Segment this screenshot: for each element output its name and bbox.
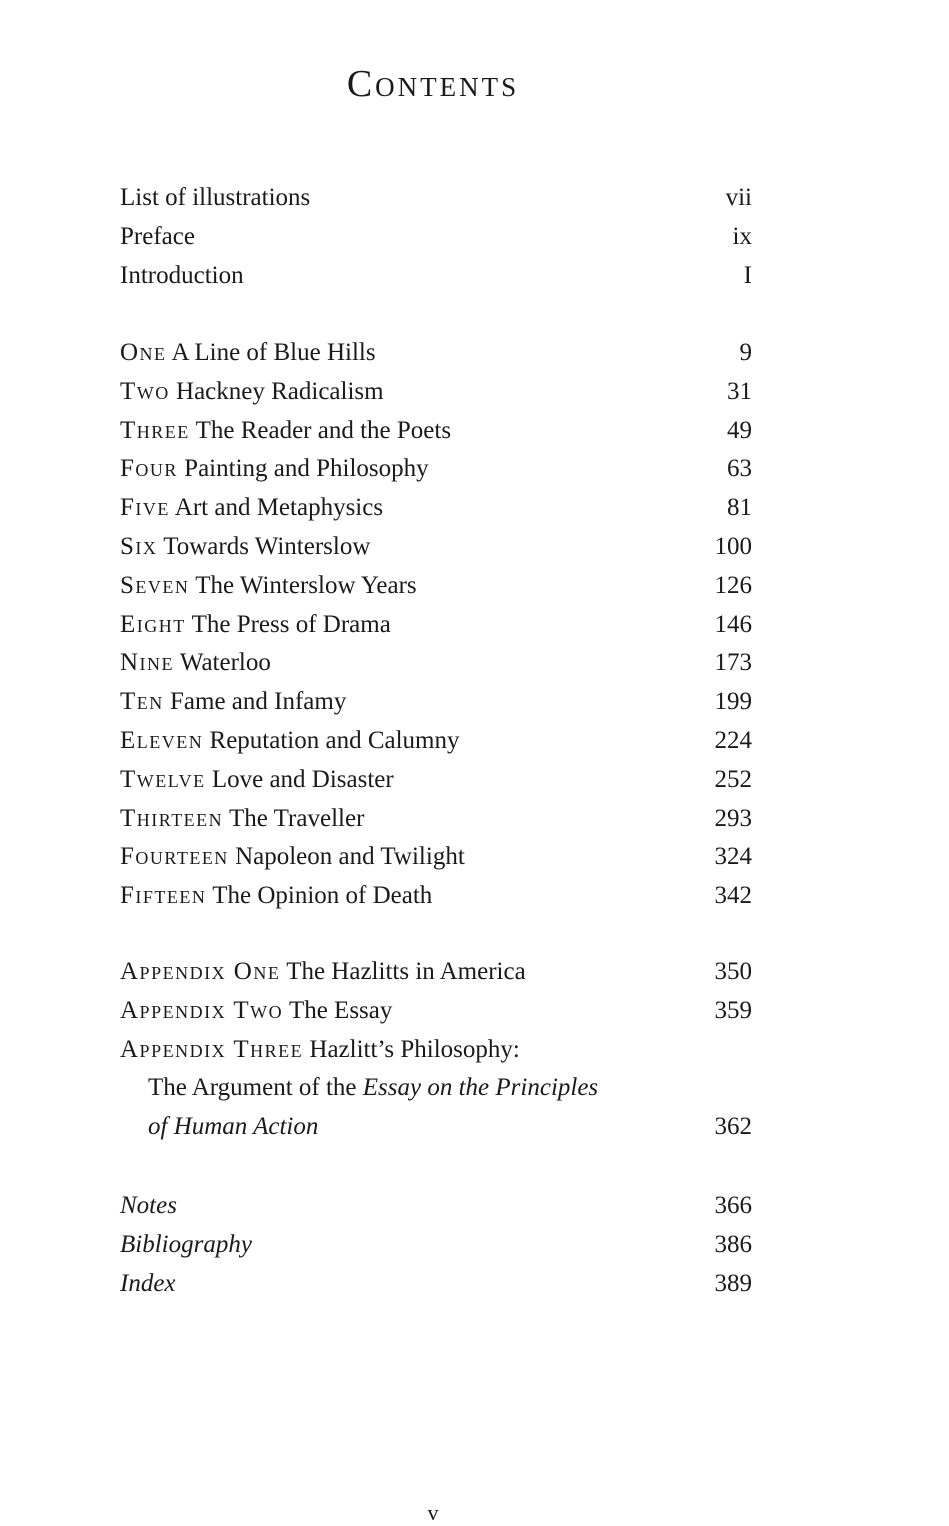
toc-entry-label: Preface (120, 222, 195, 250)
toc-entry-chapter-10[interactable] (120, 688, 752, 727)
toc-entry-page: 350 (714, 958, 752, 985)
toc-entry-page: 342 (714, 882, 752, 910)
toc-entry-page: 293 (714, 804, 752, 832)
toc-entry-chapter-8[interactable] (120, 611, 752, 650)
toc-entry-page: 386 (714, 1230, 752, 1258)
toc-entry-page: 9 (739, 339, 752, 366)
appendix-number: Appendix Three (120, 1035, 304, 1063)
toc-entry-chapter-13[interactable] (120, 805, 752, 844)
toc-entry-title-group (120, 533, 370, 561)
chapter-number: Twelve (120, 765, 206, 793)
back-matter-list (120, 1192, 752, 1308)
chapter-title: The Press of Drama (191, 610, 391, 638)
toc-entry-title-group (120, 958, 526, 986)
toc-entry-page: 100 (714, 532, 752, 560)
toc-entry-appendix-3-line-3[interactable] (120, 1113, 752, 1152)
toc-entry-title-group (120, 727, 459, 755)
chapter-title: A Line of Blue Hills (171, 339, 376, 366)
toc-entry-page: 224 (714, 726, 752, 754)
toc-entry-label: List of illustrations (120, 184, 311, 211)
chapter-title: The Reader and the Poets (195, 416, 452, 444)
chapter-number: Five (120, 494, 170, 522)
chapter-title: Waterloo (179, 649, 271, 677)
toc-entry-page: 31 (727, 377, 752, 405)
toc-entry-title-group (120, 572, 417, 600)
toc-entry-page: 173 (714, 649, 752, 677)
chapter-title: The Opinion of Death (212, 882, 433, 910)
toc-entry-page: ix (732, 222, 752, 250)
toc-entry-title-group (120, 688, 346, 716)
toc-entry-chapter-15[interactable] (120, 882, 752, 921)
toc-entry-title-group (120, 1036, 520, 1064)
front-matter-list (120, 184, 752, 300)
toc-entry-title-group (120, 766, 394, 794)
appendix-subtitle-prefix: The Argument of the (148, 1074, 363, 1102)
toc-entry-title-group (120, 882, 432, 910)
toc-entry-page: I (743, 261, 752, 289)
toc-entry-chapter-4[interactable] (120, 455, 752, 494)
toc-entry-bibliography[interactable] (120, 1231, 752, 1270)
chapter-number: Fifteen (120, 882, 207, 910)
chapter-number: Four (120, 455, 178, 483)
chapter-title: Napoleon and Twilight (235, 843, 465, 871)
toc-entry-page: 324 (714, 843, 752, 871)
chapter-list (120, 339, 752, 921)
toc-entry-title-group (120, 378, 384, 406)
chapter-number: Nine (120, 649, 175, 677)
chapter-title: Reputation and Calumny (209, 726, 460, 754)
toc-entry-page: 359 (714, 996, 752, 1024)
toc-entry-title-group (120, 997, 392, 1025)
toc-entry-preface[interactable] (120, 223, 752, 262)
toc-entry-label: Index (120, 1269, 176, 1297)
toc-entry-page: 362 (714, 1113, 752, 1141)
toc-entry-page: 126 (714, 571, 752, 599)
chapter-number: Two (120, 377, 170, 405)
chapter-number: Three (120, 416, 190, 444)
toc-entry-label: Notes (120, 1192, 177, 1219)
chapter-number: Thirteen (120, 804, 224, 832)
page-title: Contents (346, 63, 520, 105)
appendix-number: Appendix Two (120, 996, 284, 1024)
chapter-title: Fame and Infamy (170, 688, 347, 716)
appendix-number: Appendix One (120, 958, 281, 985)
toc-entry-title-group (120, 417, 451, 445)
toc-entry-appendix-3-line-2[interactable] (120, 1074, 752, 1113)
chapter-title: Love and Disaster (211, 765, 394, 793)
chapter-number: Fourteen (120, 843, 229, 871)
toc-entry-chapter-9[interactable] (120, 649, 752, 688)
toc-entry-chapter-2[interactable] (120, 378, 752, 417)
toc-entry-chapter-5[interactable] (120, 494, 752, 533)
toc-entry-chapter-12[interactable] (120, 766, 752, 805)
toc-entry-title-group (120, 494, 383, 522)
toc-entry-appendix-2[interactable] (120, 997, 752, 1036)
toc-entry-page: 199 (714, 688, 752, 716)
chapter-number: Eleven (120, 726, 204, 754)
toc-entry-page: 49 (727, 416, 752, 444)
toc-entry-chapter-1[interactable] (120, 339, 752, 378)
toc-entry-title-group (120, 339, 376, 367)
toc-entry-chapter-7[interactable] (120, 572, 752, 611)
appendix-subtitle-italic-end: of Human Action (148, 1113, 319, 1141)
toc-entry-appendix-1[interactable] (120, 958, 752, 997)
chapter-title: Painting and Philosophy (184, 455, 429, 483)
toc-entry-page: 63 (727, 455, 752, 483)
toc-entry-introduction[interactable] (120, 262, 752, 301)
chapter-number: Ten (120, 688, 164, 716)
chapter-number: One (120, 339, 167, 366)
chapter-title: Art and Metaphysics (174, 494, 384, 522)
toc-entry-notes[interactable] (120, 1192, 752, 1231)
toc-entry-title-group (120, 649, 271, 677)
chapter-number: Eight (120, 610, 186, 638)
page-folio: v (427, 1500, 439, 1525)
toc-entry-chapter-14[interactable] (120, 843, 752, 882)
appendix-subtitle-italic: Essay on the Principles (362, 1074, 599, 1102)
toc-entry-page: 252 (714, 765, 752, 793)
chapter-title: Towards Winterslow (163, 532, 371, 560)
toc-entry-label: Introduction (120, 261, 244, 289)
toc-entry-title-group (120, 805, 364, 833)
toc-entry-page: 366 (714, 1192, 752, 1219)
toc-entry-page: 146 (714, 610, 752, 638)
toc-entry-title-group (120, 1074, 598, 1102)
toc-entry-chapter-3[interactable] (120, 417, 752, 456)
appendix-title: The Essay (288, 996, 393, 1024)
chapter-title: Hackney Radicalism (176, 377, 384, 405)
chapter-number: Six (120, 532, 158, 560)
toc-entry-title-group (120, 455, 429, 483)
toc-entry-list-of-illustrations[interactable] (120, 184, 752, 223)
toc-entry-title-group (120, 611, 391, 639)
chapter-number: Seven (120, 571, 190, 599)
toc-entry-appendix-3[interactable] (120, 1036, 752, 1075)
appendix-list (120, 958, 752, 1152)
toc-entry-label: Bibliography (120, 1230, 252, 1258)
toc-entry-page: vii (725, 184, 752, 211)
chapter-title: The Traveller (229, 804, 365, 832)
appendix-title: Hazlitt’s Philosophy: (309, 1035, 520, 1063)
appendix-title: The Hazlitts in America (286, 958, 526, 985)
toc-entry-title-group (120, 843, 465, 871)
toc-entry-chapter-6[interactable] (120, 533, 752, 572)
chapter-title: The Winterslow Years (195, 571, 417, 599)
toc-entry-page: 389 (714, 1269, 752, 1297)
toc-entry-index[interactable] (120, 1270, 752, 1309)
toc-entry-page: 81 (727, 494, 752, 522)
toc-entry-chapter-11[interactable] (120, 727, 752, 766)
